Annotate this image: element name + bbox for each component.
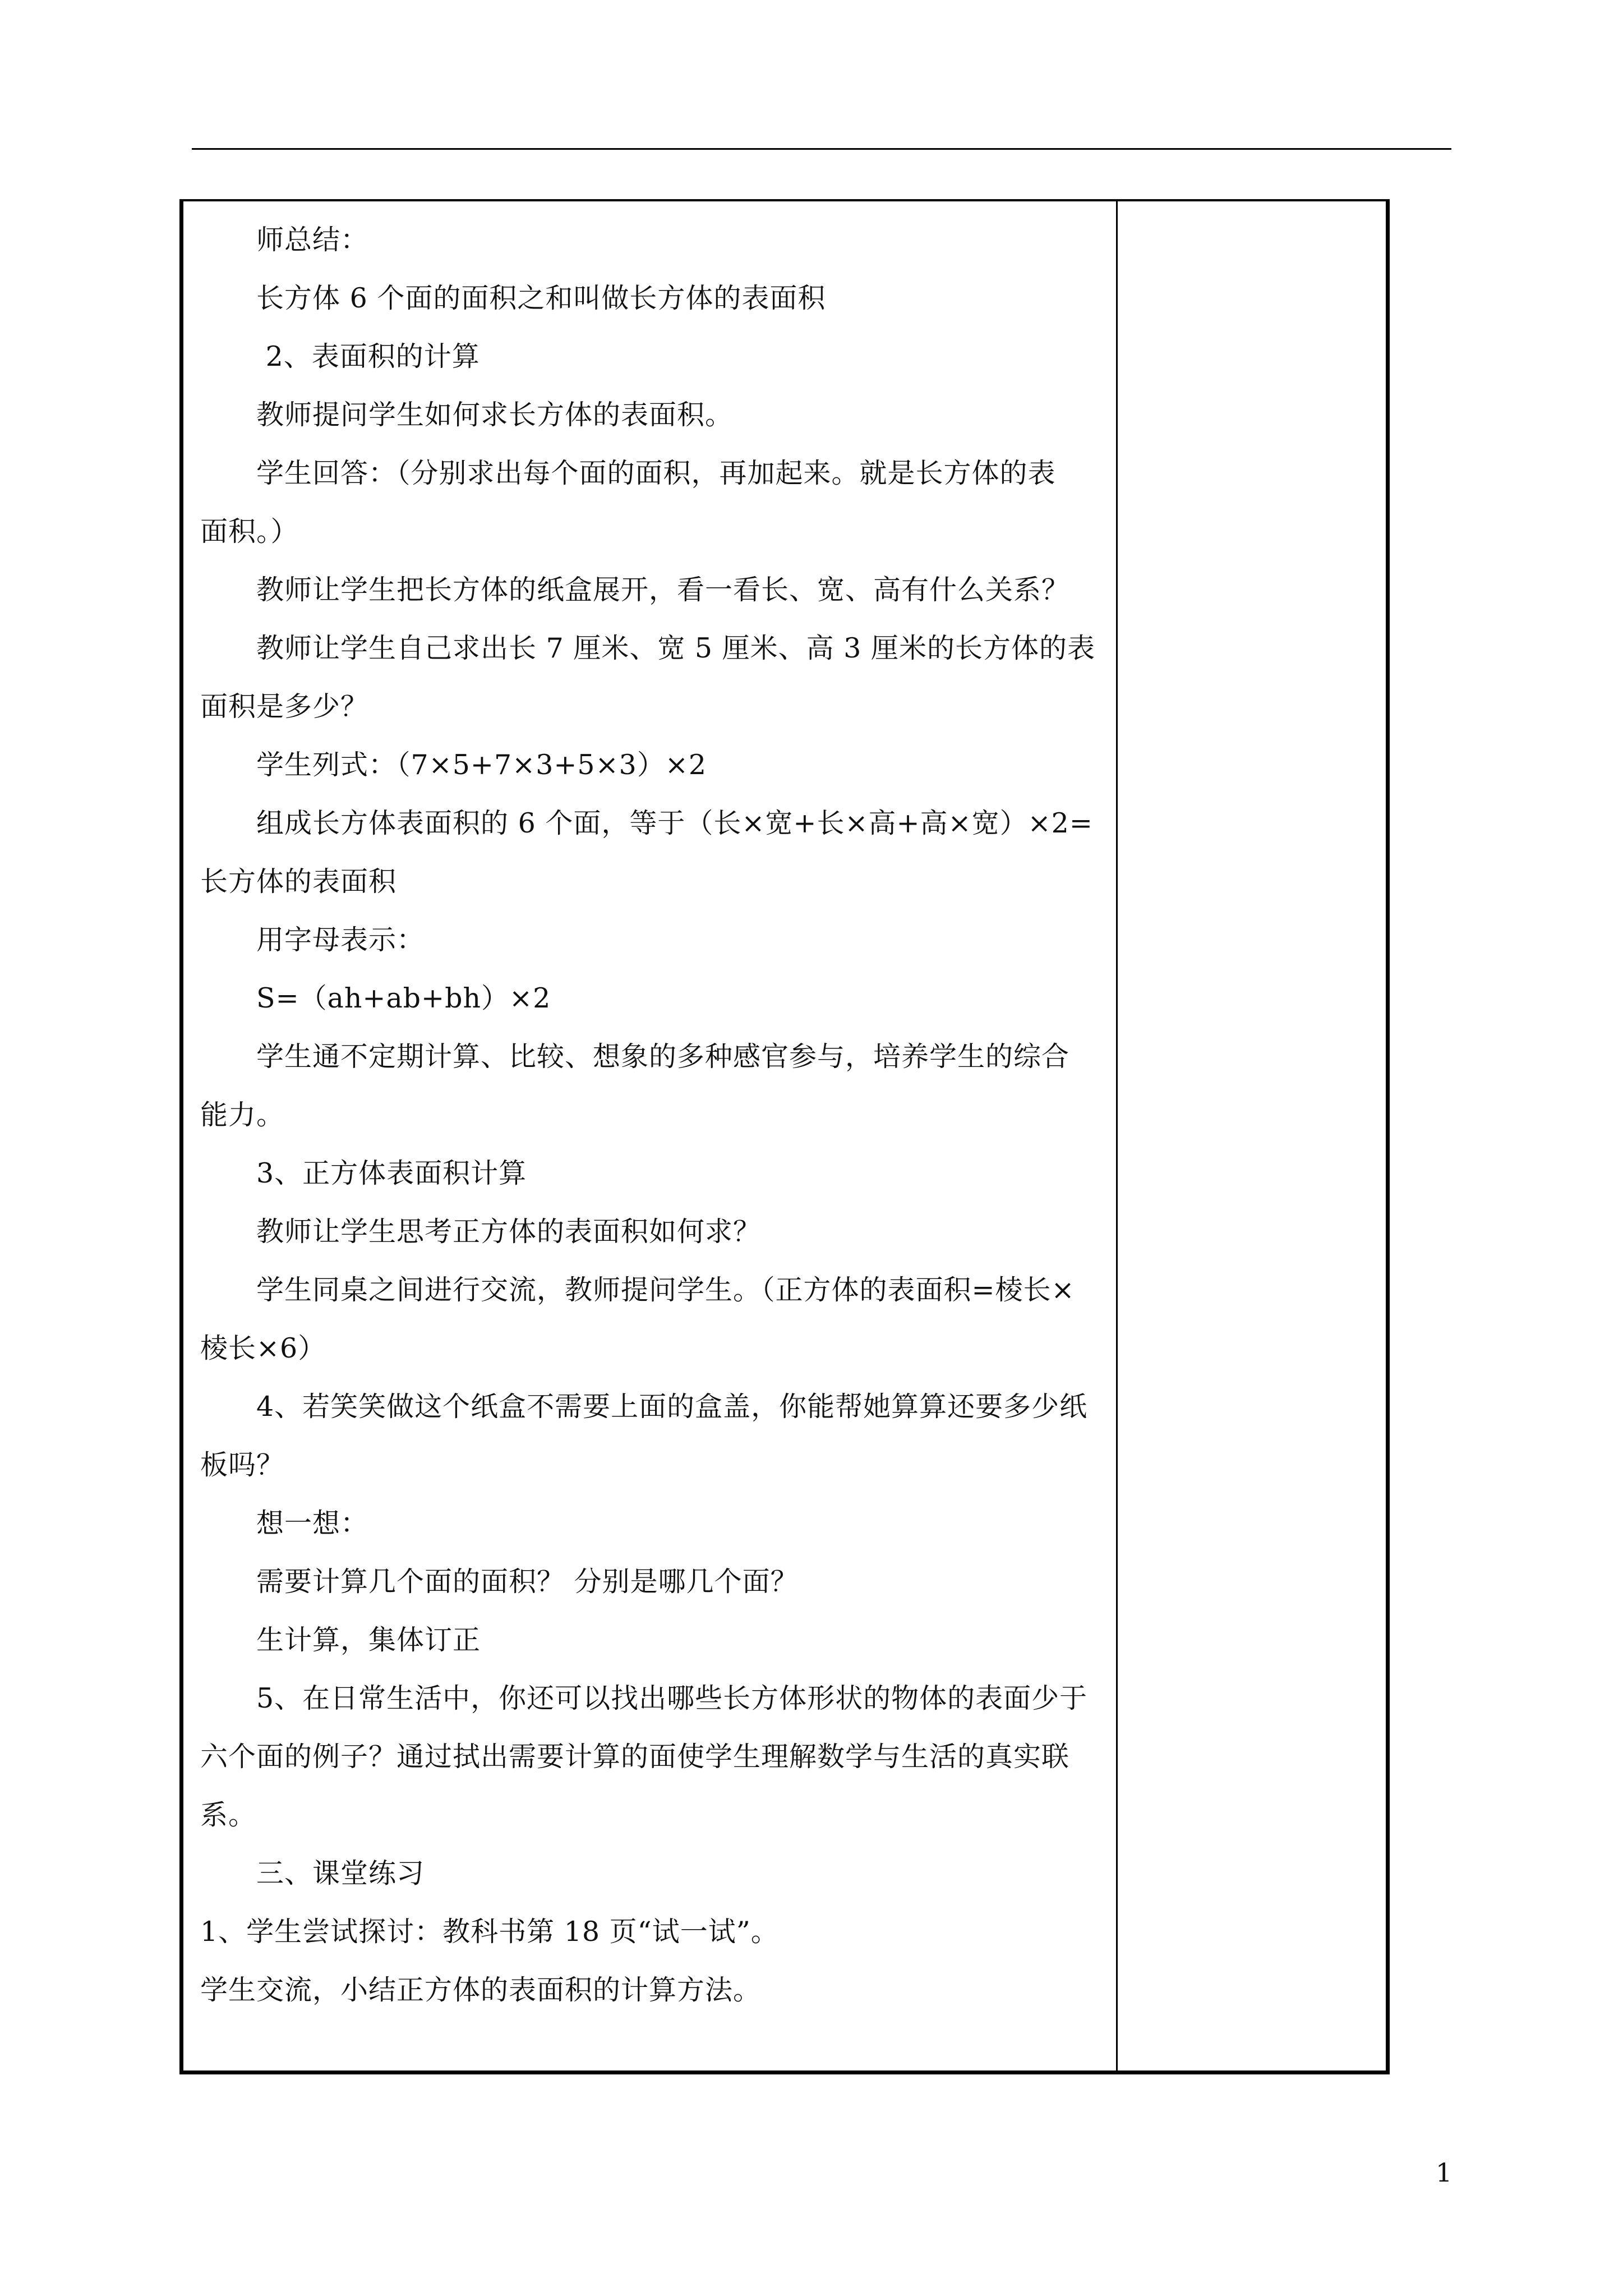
text-line: 想一想： — [200, 1507, 369, 1539]
text-line: 六个面的例子？通过拭出需要计算的面使学生理解数学与生活的真实联 — [200, 1741, 1070, 1773]
text-line: 生计算，集体订正 — [200, 1624, 481, 1656]
page-number: 1 — [1436, 2157, 1453, 2188]
lesson-content-cell — [183, 201, 1116, 2070]
text-line: 能力。 — [200, 1099, 285, 1131]
text-line: 长方体 6 个面的面积之和叫做长方体的表面积 — [200, 282, 826, 314]
text-line: 棱长×6） — [200, 1332, 326, 1364]
text-line: 系。 — [200, 1799, 257, 1831]
text-line: 教师让学生把长方体的纸盒展开，看一看长、宽、高有什么关系？ — [200, 574, 1070, 606]
text-line: 组成长方体表面积的 6 个面，等于（长×宽+长×高+高×宽）×2= — [200, 807, 1093, 839]
text-line: 师总结： — [200, 224, 369, 256]
text-line: 3、正方体表面积计算 — [200, 1157, 527, 1189]
text-line: 板吗？ — [200, 1449, 285, 1481]
text-line: 学生回答：（分别求出每个面的面积，再加起来。就是长方体的表 — [200, 457, 1056, 489]
text-line: 需要计算几个面的面积？ 分别是哪几个面？ — [200, 1566, 799, 1598]
lesson-table — [179, 199, 1390, 2074]
text-line: 学生交流，小结正方体的表面积的计算方法。 — [200, 1974, 762, 2006]
notes-cell — [1118, 201, 1386, 2070]
text-line: 4、若笑笑做这个纸盒不需要上面的盒盖，你能帮她算算还要多少纸 — [200, 1391, 1088, 1423]
text-line: 5、在日常生活中，你还可以找出哪些长方体形状的物体的表面少于 — [200, 1682, 1088, 1714]
text-line: 1、学生尝试探讨：教科书第 18 页“试一试”。 — [200, 1916, 779, 1948]
header-rule — [192, 148, 1451, 150]
text-line: 用字母表示： — [200, 924, 425, 956]
text-line: 三、课堂练习 — [200, 1857, 425, 1889]
text-line: 面积。） — [200, 516, 299, 547]
text-line: 学生列式：（7×5+7×3+5×3）×2 — [200, 749, 707, 781]
text-line: 教师让学生自己求出长 7 厘米、宽 5 厘米、高 3 厘米的长方体的表 — [200, 632, 1095, 664]
text-line: 学生同桌之间进行交流，教师提问学生。（正方体的表面积=棱长× — [200, 1274, 1075, 1306]
text-line: 面积是多少？ — [200, 691, 369, 723]
text-line: 教师让学生思考正方体的表面积如何求？ — [200, 1216, 762, 1248]
text-line: 教师提问学生如何求长方体的表面积。 — [200, 399, 734, 431]
text-line: 2、表面积的计算 — [200, 341, 480, 372]
text-line: 长方体的表面积 — [200, 866, 397, 898]
text-line: S=（ah+ab+bh）×2 — [200, 982, 551, 1014]
text-line: 学生通不定期计算、比较、想象的多种感官参与，培养学生的综合 — [200, 1041, 1070, 1073]
